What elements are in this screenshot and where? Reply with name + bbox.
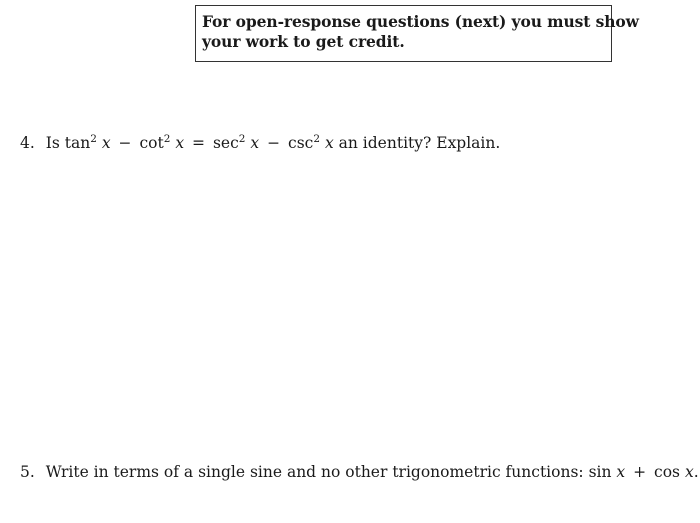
exponent: 2 (313, 133, 321, 145)
plus-operator: + (633, 463, 647, 481)
csc-function: csc (288, 134, 314, 152)
question-number: 4. (20, 134, 35, 152)
variable-x: x (101, 134, 111, 152)
question-text-end: an identity? Explain. (338, 134, 501, 152)
variable-x: x (250, 134, 260, 152)
instruction-line-2: your work to get credit. (202, 32, 405, 51)
minus-operator: − (118, 134, 132, 152)
trig-expression (589, 463, 699, 481)
variable-x: x (616, 463, 626, 481)
minus-operator: − (267, 134, 281, 152)
question-text-start: Is (45, 134, 60, 152)
exponent: 2 (238, 133, 246, 145)
sec-function: sec (212, 134, 239, 152)
instruction-box (195, 5, 639, 62)
identity-equation (65, 134, 339, 152)
question-4 (20, 133, 500, 153)
period: . (693, 463, 699, 481)
variable-x: x (684, 463, 694, 481)
variable-x: x (175, 134, 185, 152)
variable-x: x (324, 134, 334, 152)
cos-function: cos (654, 463, 680, 481)
question-number: 5. (20, 463, 35, 481)
tan-function: tan (64, 134, 91, 152)
cot-function: cot (139, 134, 164, 152)
equals-operator: = (192, 134, 206, 152)
question-text: Write in terms of a single sine and no other trigonometric functions: (45, 463, 584, 481)
sin-function: sin (588, 463, 612, 481)
exponent: 2 (163, 133, 171, 145)
instruction-line-1: For open-response questions (next) you must show (202, 12, 639, 31)
question-5 (20, 462, 699, 482)
exponent: 2 (90, 133, 97, 145)
